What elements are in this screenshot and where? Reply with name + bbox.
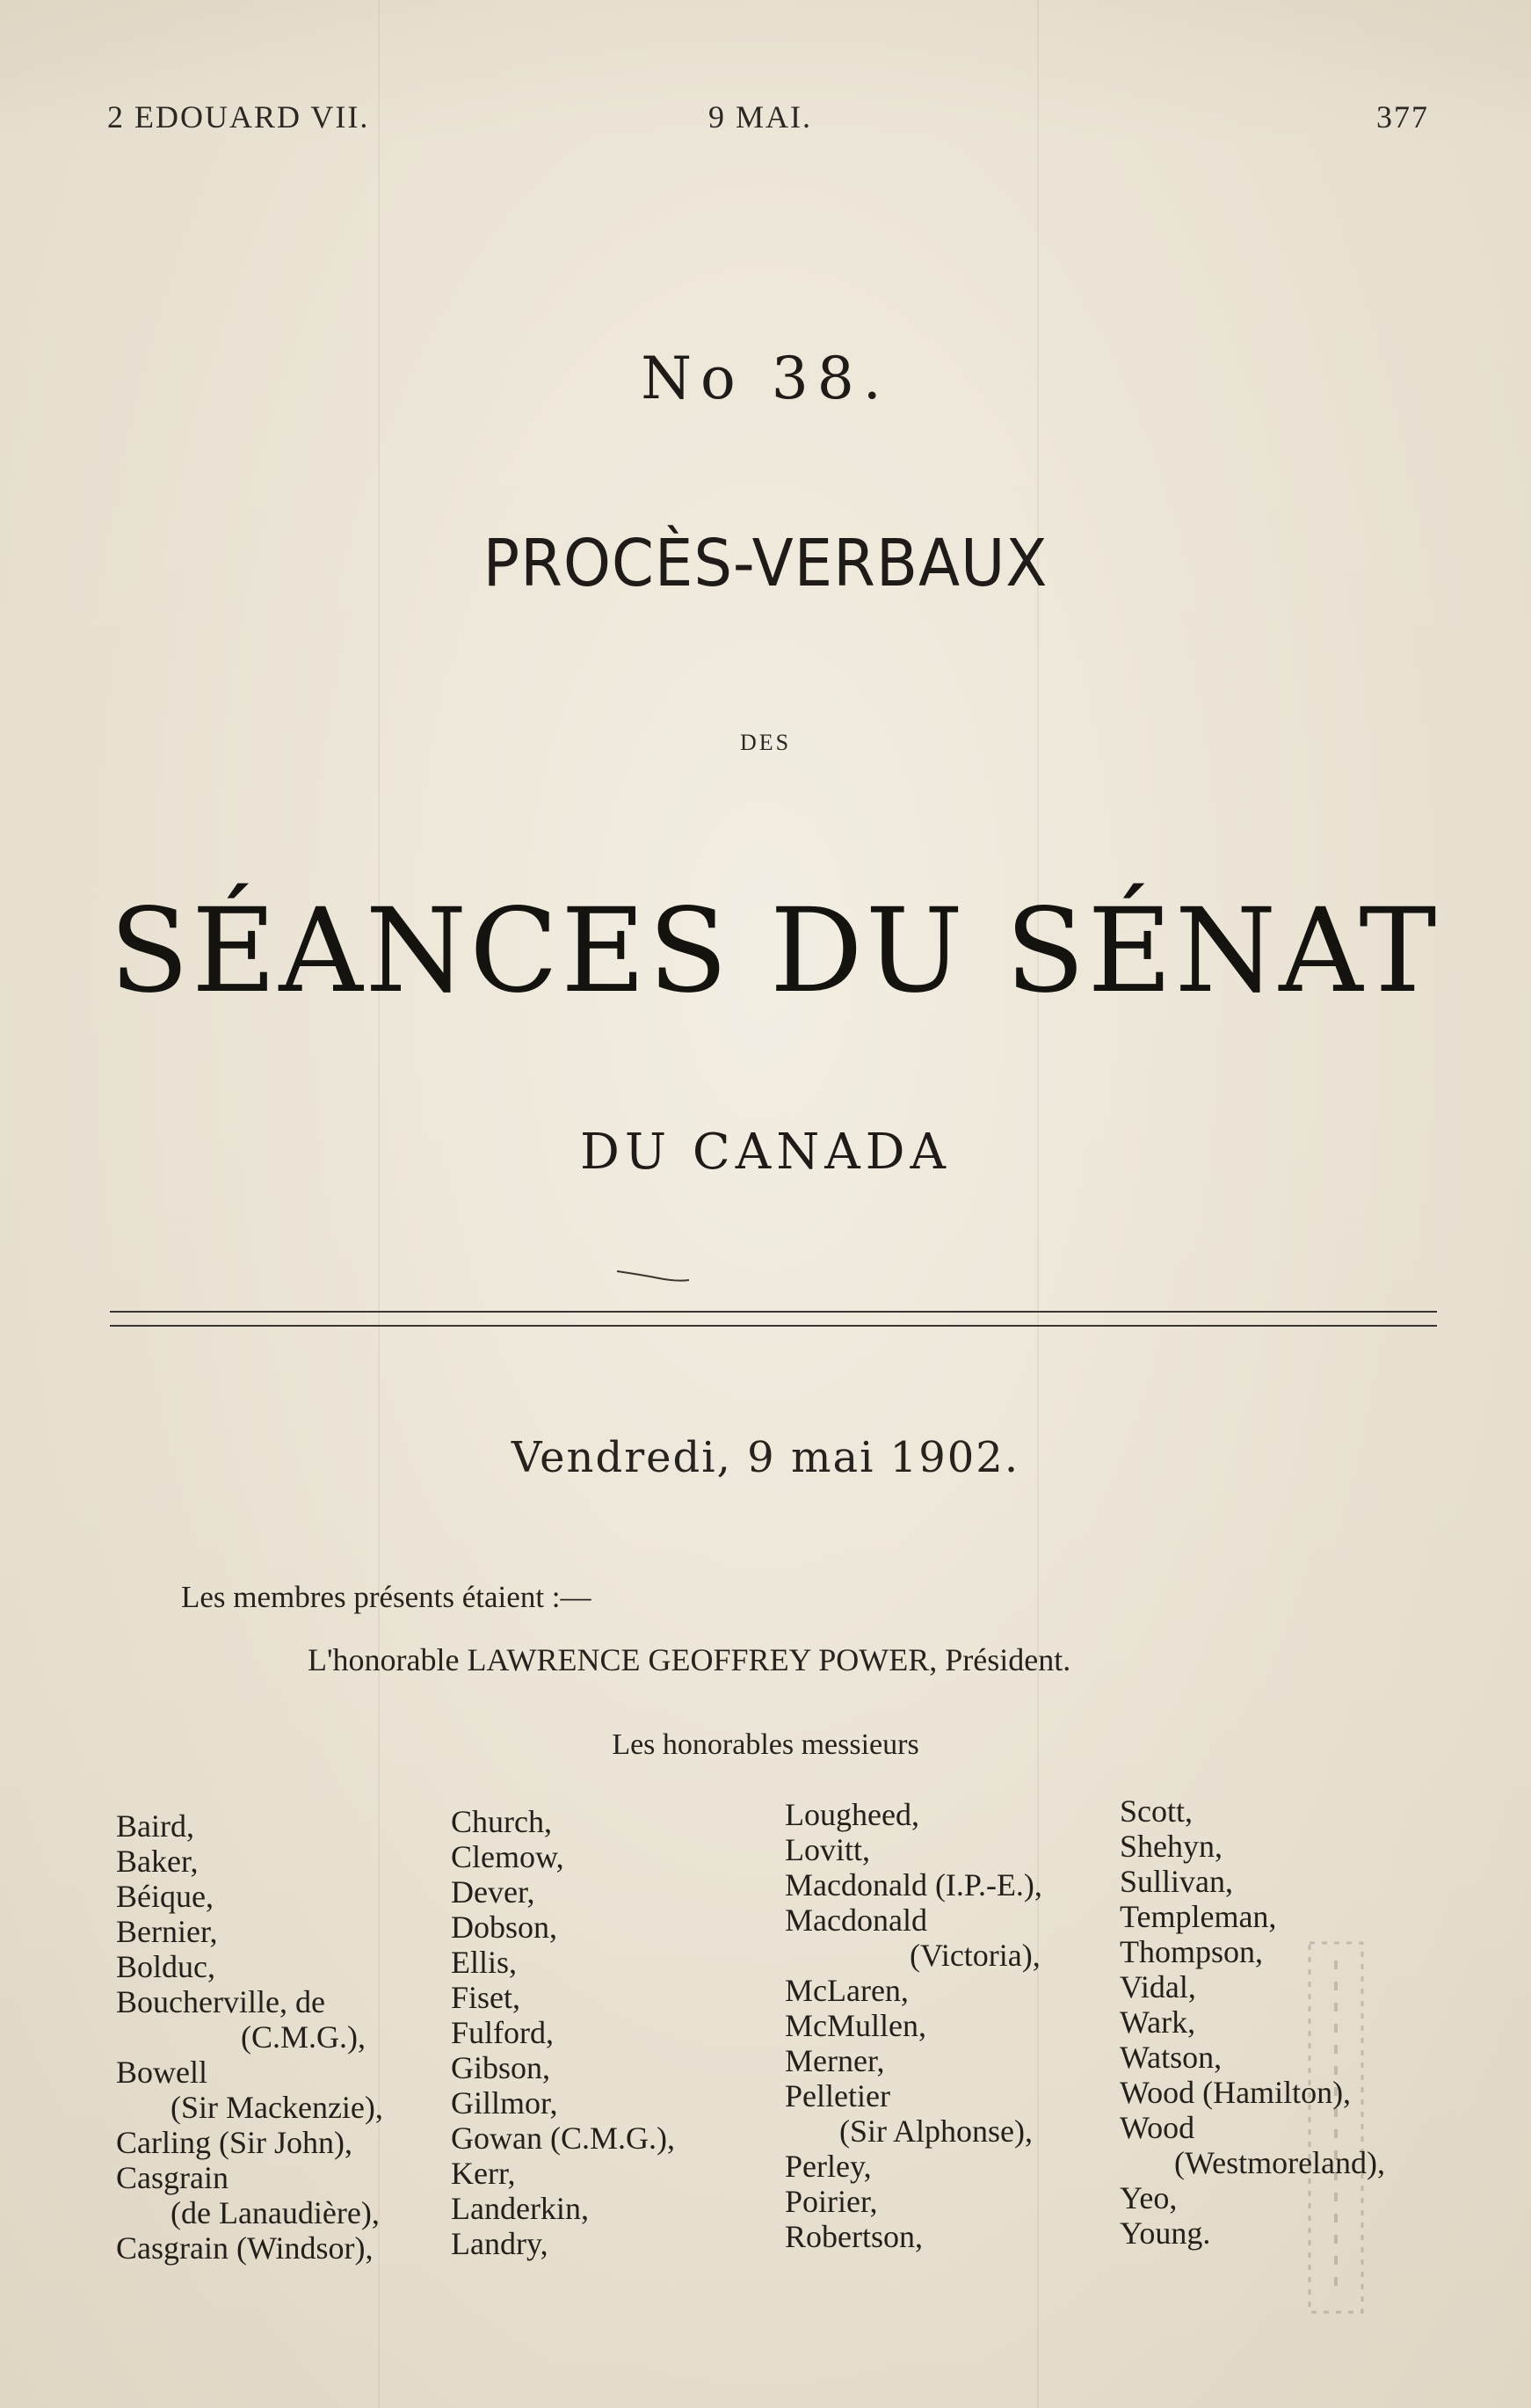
senator-column-1 bbox=[116, 1808, 383, 2266]
senator-name: Church, bbox=[451, 1804, 552, 1839]
senator-name: Scott, bbox=[1120, 1793, 1194, 1829]
des-heading: DES bbox=[739, 730, 792, 755]
senator-name: Baker, bbox=[116, 1844, 199, 1879]
senator-name: Templeman, bbox=[1120, 1899, 1277, 1934]
double-rule-bottom bbox=[110, 1325, 1437, 1327]
senator-name: Watson, bbox=[1120, 2040, 1223, 2075]
running-head-left: 2 EDOUARD VII. bbox=[107, 99, 370, 135]
senator-name: Robertson, bbox=[785, 2219, 923, 2254]
senator-name: Wood bbox=[1120, 2110, 1195, 2145]
senator-name: Wark, bbox=[1120, 2004, 1196, 2040]
senator-name: Landry, bbox=[451, 2226, 548, 2261]
senator-name: Bolduc, bbox=[116, 1949, 215, 1984]
senator-name: Béique, bbox=[116, 1879, 214, 1914]
senator-name: Gowan (C.M.G.), bbox=[451, 2121, 675, 2156]
members-intro: Les membres présents étaient :— bbox=[181, 1580, 591, 1614]
senator-name: Landerkin, bbox=[451, 2191, 589, 2226]
faded-library-stamp bbox=[1301, 1934, 1371, 2321]
senator-name: Dever, bbox=[451, 1874, 535, 1910]
senator-name: Baird, bbox=[116, 1808, 194, 1844]
senator-name: (Westmoreland), bbox=[1174, 2145, 1386, 2180]
senator-name: Perley, bbox=[785, 2149, 872, 2184]
senator-name: Bowell bbox=[116, 2055, 207, 2090]
ornament-dash bbox=[615, 1266, 691, 1284]
proces-verbaux-heading: PROCÈS-VERBAUX bbox=[483, 526, 1048, 601]
senator-name: Fiset, bbox=[451, 1980, 521, 2015]
senator-name: (Victoria), bbox=[910, 1938, 1041, 1973]
senator-name: Boucherville, de bbox=[116, 1984, 325, 2019]
senator-column-2 bbox=[451, 1804, 675, 2261]
seances-du-senat-heading: SÉANCES DU SÉNAT bbox=[109, 884, 1440, 1019]
president-title: Président. bbox=[945, 1642, 1071, 1677]
du-canada-heading: DU CANADA bbox=[580, 1124, 951, 1181]
president-line bbox=[308, 1641, 1070, 1678]
senator-name: Poirier, bbox=[785, 2184, 878, 2219]
senator-name: Vidal, bbox=[1120, 1969, 1196, 2004]
senator-column-3 bbox=[785, 1797, 1042, 2254]
page-number: 377 bbox=[1376, 99, 1429, 135]
senator-name: McLaren, bbox=[785, 1973, 909, 2008]
session-date: Vendredi, 9 mai 1902. bbox=[511, 1433, 1020, 1482]
senator-name: Ellis, bbox=[451, 1945, 518, 1980]
president-name: LAWRENCE GEOFFREY POWER, bbox=[467, 1642, 938, 1677]
senator-name: Dobson, bbox=[451, 1910, 558, 1945]
senator-name: Wood (Hamilton), bbox=[1120, 2075, 1352, 2110]
president-prefix: L'honorable bbox=[308, 1642, 460, 1677]
senator-name: Sullivan, bbox=[1120, 1864, 1234, 1899]
senator-name: (Sir Mackenzie), bbox=[171, 2090, 383, 2125]
issue-number: No 38. bbox=[641, 345, 890, 412]
senator-name: Yeo, bbox=[1120, 2180, 1178, 2215]
senator-name: Casgrain bbox=[116, 2160, 229, 2195]
senator-name: Pelletier bbox=[785, 2078, 890, 2113]
senator-name: Bernier, bbox=[116, 1914, 218, 1949]
running-head-center: 9 MAI. bbox=[708, 99, 812, 135]
senator-name: Carling (Sir John), bbox=[116, 2125, 352, 2160]
senator-name: Kerr, bbox=[451, 2156, 516, 2191]
senator-name: Gibson, bbox=[451, 2050, 551, 2085]
senator-name: Gillmor, bbox=[451, 2085, 558, 2121]
senator-name: (C.M.G.), bbox=[241, 2019, 366, 2055]
senator-name: Clemow, bbox=[451, 1839, 564, 1874]
senator-name: McMullen, bbox=[785, 2008, 926, 2043]
senator-name: Shehyn, bbox=[1120, 1829, 1223, 1864]
senator-name: Lovitt, bbox=[785, 1832, 870, 1867]
senator-name: Fulford, bbox=[451, 2015, 554, 2050]
senator-name: (de Lanaudière), bbox=[171, 2195, 380, 2230]
senator-name: Thompson, bbox=[1120, 1934, 1264, 1969]
senator-name: Merner, bbox=[785, 2043, 885, 2078]
senator-name: Lougheed, bbox=[785, 1797, 919, 1832]
senator-name: Macdonald bbox=[785, 1902, 927, 1938]
double-rule-top bbox=[110, 1311, 1437, 1313]
senator-name: (Sir Alphonse), bbox=[839, 2113, 1033, 2149]
honorables-heading: Les honorables messieurs bbox=[612, 1728, 919, 1761]
senator-name: Macdonald (I.P.-E.), bbox=[785, 1867, 1042, 1902]
senator-name: Young. bbox=[1120, 2215, 1211, 2251]
senator-name: Casgrain (Windsor), bbox=[116, 2230, 374, 2266]
